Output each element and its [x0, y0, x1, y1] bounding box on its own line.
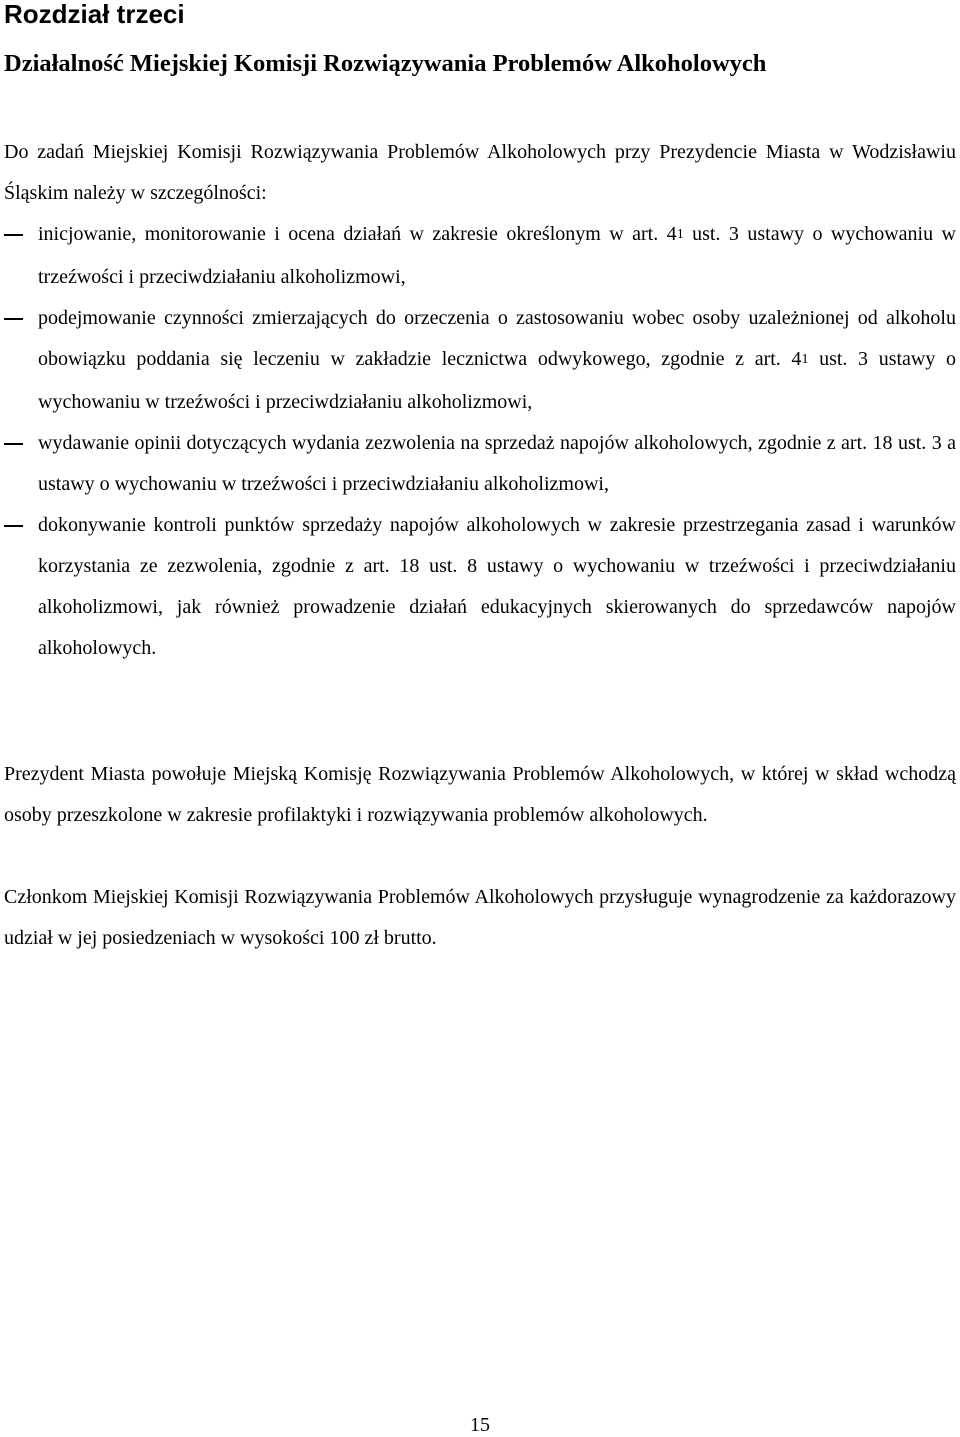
- duties-list: [0, 214, 960, 669]
- dash-bullet-icon: [4, 318, 23, 320]
- duty-text-start: inicjowanie, monitorowanie i ocena działań w zakresie określonym w art. 4: [38, 223, 677, 245]
- chapter-subtitle: Działalność Miejskiej Komisji Rozwiązywania Problemów Alkoholowych: [4, 50, 767, 77]
- dash-bullet-icon: [4, 443, 23, 445]
- duty-superscript: 1: [676, 226, 684, 242]
- dash-bullet-icon: [4, 525, 23, 527]
- chapter-title: Rozdział trzeci: [4, 0, 185, 29]
- duty-item-opinions: [0, 423, 956, 505]
- remuneration-paragraph: Członkom Miejskiej Komisji Rozwiązywania Problemów Alkoholowych przysługuje wynagrodzenie za każdorazowy udział w jej posiedzeniach w wysokości 100 zł brutto.: [4, 886, 956, 949]
- duty-text: wydawanie opinii dotyczących wydania zezwolenia na sprzedaż napojów alkoholowych, zgodnie z art. 18 ust. 3 a ustawy o wychowaniu w trzeźwości i przeciwdziałaniu alkoholizmowi,: [38, 432, 956, 495]
- appointment-paragraph: Prezydent Miasta powołuje Miejską Komisję Rozwiązywania Problemów Alkoholowych, w której w skład wchodzą osoby przeszkolone w zakresie profilaktyki i rozwiązywania problemów alkoholowych.: [4, 763, 956, 826]
- intro-paragraph: Do zadań Miejskiej Komisji Rozwiązywania Problemów Alkoholowych przy Prezydencie Miasta w Wodzisławiu Śląskim należy w szczególności:: [4, 141, 956, 204]
- duty-text: dokonywanie kontroli punktów sprzedaży napojów alkoholowych w zakresie przestrzegania zasad i warunków korzystania ze zezwolenia, zgodnie z art. 18 ust. 8 ustawy o wychowaniu w trzeźwości i przeciwdziałaniu alkoholizmowi, jak również prowadzenie działań edukacyjnych skierowanych do sprzedawców napojów alkoholowych.: [38, 514, 956, 659]
- duty-item-initiating: [0, 214, 956, 298]
- duty-text-start: podejmowanie czynności zmierzających do orzeczenia o zastosowaniu wobec osoby uzależnionej od alkoholu obowiązku poddania się leczeniu w zakładzie lecznictwa odwykowego, zgodnie z art. 4: [38, 307, 956, 370]
- duty-item-treatment: [0, 298, 956, 423]
- duty-item-inspections: [0, 505, 956, 669]
- page-number: 15: [470, 1414, 490, 1436]
- duty-text-end: ust. 3 ustawy o wychowaniu w trzeźwości i przeciwdziałaniu alkoholizmowi,: [38, 223, 956, 288]
- duty-text-end: ust. 3 ustawy o wychowaniu w trzeźwości i przeciwdziałaniu alkoholizmowi,: [38, 348, 956, 413]
- duty-superscript: 1: [801, 351, 809, 367]
- dash-bullet-icon: [4, 234, 23, 236]
